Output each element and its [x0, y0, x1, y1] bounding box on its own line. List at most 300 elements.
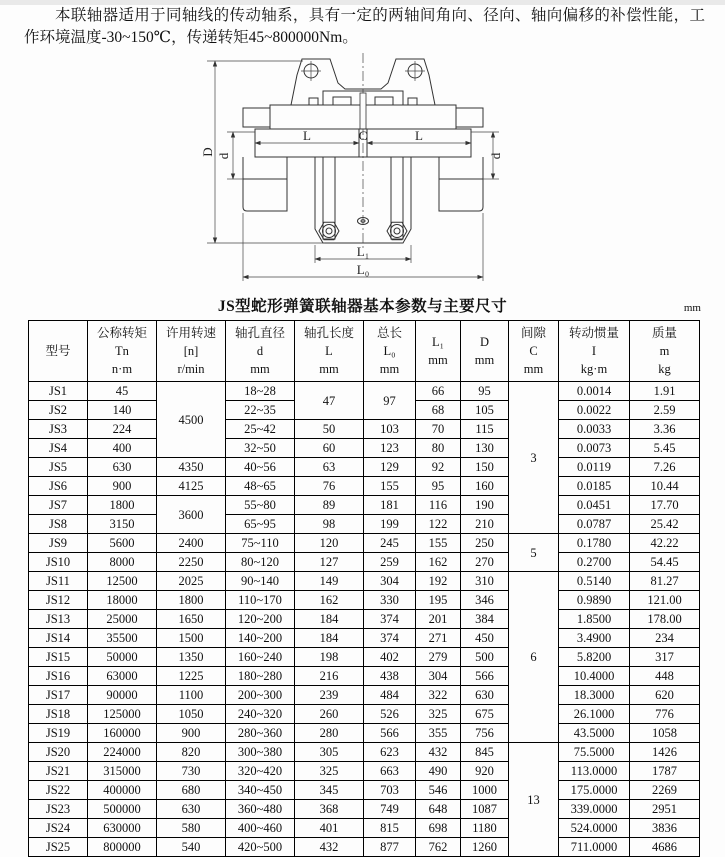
table-cell: 245	[364, 534, 416, 553]
table-cell: 26.1000	[559, 705, 630, 724]
table-cell: 4500	[157, 382, 226, 458]
table-cell: 623	[364, 743, 416, 762]
dim-label-C: C	[358, 127, 367, 143]
table-cell: 330	[364, 591, 416, 610]
table-cell: 97	[364, 382, 416, 420]
table-cell: 25.42	[630, 515, 700, 534]
table-cell: 10.44	[630, 477, 700, 496]
table-cell: 240~320	[226, 705, 295, 724]
table-cell: JS1	[29, 382, 88, 401]
table-cell: 123	[364, 439, 416, 458]
table-cell: 0.0073	[559, 439, 630, 458]
dim-label-L0: L₀	[356, 261, 369, 277]
table-cell: 5.8200	[559, 648, 630, 667]
table-cell: 620	[630, 686, 700, 705]
table-cell: 50	[295, 420, 364, 439]
table-cell: 22~35	[226, 401, 295, 420]
table-cell: 877	[364, 838, 416, 857]
table-row	[29, 762, 700, 781]
dim-label-L-left: L	[302, 127, 311, 143]
table-cell: 75~110	[226, 534, 295, 553]
table-cell: 1087	[461, 800, 509, 819]
table-cell: 13	[509, 743, 559, 857]
table-cell: 279	[416, 648, 461, 667]
table-cell: 540	[157, 838, 226, 857]
table-cell: JS15	[29, 648, 88, 667]
table-cell: 0.0014	[559, 382, 630, 401]
table-cell: 800000	[88, 838, 157, 857]
table-cell: 122	[416, 515, 461, 534]
table-cell: 325	[295, 762, 364, 781]
table-cell: 680	[157, 781, 226, 800]
table-cell: 432	[416, 743, 461, 762]
table-cell: 7.26	[630, 458, 700, 477]
table-cell: 25000	[88, 610, 157, 629]
table-row	[29, 781, 700, 800]
table-cell: 95	[461, 382, 509, 401]
flange-section-left	[270, 105, 363, 129]
coupling-drawing-svg	[199, 53, 523, 291]
table-cell: 322	[416, 686, 461, 705]
table-cell: 160000	[88, 724, 157, 743]
table-row	[29, 610, 700, 629]
table-title: JS型蛇形弹簧联轴器基本参数与主要尺寸	[217, 297, 508, 315]
table-cell: 675	[461, 705, 509, 724]
table-cell: 12500	[88, 572, 157, 591]
table-cell: 80~120	[226, 553, 295, 572]
table-cell: 162	[416, 553, 461, 572]
table-cell: 175.0000	[559, 781, 630, 800]
table-cell: 66	[416, 382, 461, 401]
table-cell: 317	[630, 648, 700, 667]
table-cell: 546	[416, 781, 461, 800]
table-cell: 500	[461, 648, 509, 667]
table-cell: 92	[416, 458, 461, 477]
table-cell: 346	[461, 591, 509, 610]
table-cell: 3	[509, 382, 559, 534]
table-cell: 54.45	[630, 553, 700, 572]
col-header-model: 型号	[29, 320, 88, 381]
table-cell: 76	[295, 477, 364, 496]
table-cell: 0.0787	[559, 515, 630, 534]
table-cell: 260	[295, 705, 364, 724]
table-cell: 270	[461, 553, 509, 572]
flange-stub-left	[243, 108, 270, 127]
table-cell: 749	[364, 800, 416, 819]
table-row	[29, 686, 700, 705]
table-cell: 0.0033	[559, 420, 630, 439]
table-cell: 0.0022	[559, 401, 630, 420]
table-cell: 776	[630, 705, 700, 724]
table-row	[29, 724, 700, 743]
table-cell: 250	[461, 534, 509, 553]
table-cell: 149	[295, 572, 364, 591]
set-screw-left	[309, 98, 318, 105]
table-cell: 0.0119	[559, 458, 630, 477]
table-cell: 120	[295, 534, 364, 553]
table-cell: 201	[416, 610, 461, 629]
dim-label-D: D	[199, 147, 215, 157]
table-cell: 325	[416, 705, 461, 724]
table-cell: 8000	[88, 553, 157, 572]
table-cell: 178.00	[630, 610, 700, 629]
table-cell: 50000	[88, 648, 157, 667]
table-cell: 711.0000	[559, 838, 630, 857]
table-cell: 90~140	[226, 572, 295, 591]
table-cell: 566	[461, 667, 509, 686]
table-cell: 1650	[157, 610, 226, 629]
table-cell: 1800	[157, 591, 226, 610]
table-title-row	[0, 294, 725, 316]
table-cell: 3.4900	[559, 629, 630, 648]
table-cell: 762	[416, 838, 461, 857]
table-cell: 2250	[157, 553, 226, 572]
table-row	[29, 515, 700, 534]
table-cell: 25~42	[226, 420, 295, 439]
table-cell: JS12	[29, 591, 88, 610]
table-cell: 400~460	[226, 819, 295, 838]
table-cell: 339.0000	[559, 800, 630, 819]
table-cell: 450	[461, 629, 509, 648]
table-cell: 48~65	[226, 477, 295, 496]
table-cell: 184	[295, 629, 364, 648]
table-cell: JS22	[29, 781, 88, 800]
table-cell: 110~170	[226, 591, 295, 610]
table-cell: 43.5000	[559, 724, 630, 743]
table-cell: JS17	[29, 686, 88, 705]
table-cell: JS4	[29, 439, 88, 458]
table-cell: 438	[364, 667, 416, 686]
table-cell: 304	[364, 572, 416, 591]
table-cell: 224	[88, 420, 157, 439]
col-header-bore-diameter: 轴孔直径 d mm	[226, 320, 295, 381]
table-cell: 224000	[88, 743, 157, 762]
table-cell: JS7	[29, 496, 88, 515]
table-cell: JS24	[29, 819, 88, 838]
table-cell: 271	[416, 629, 461, 648]
table-cell: 630	[88, 458, 157, 477]
table-cell: 340~450	[226, 781, 295, 800]
table-cell: 280	[295, 724, 364, 743]
table-cell: 1000	[461, 781, 509, 800]
table-cell: 0.1780	[559, 534, 630, 553]
table-cell: 500000	[88, 800, 157, 819]
table-cell: 304	[416, 667, 461, 686]
col-header-speed: 许用转速 [n] r/min	[157, 320, 226, 381]
table-cell: 105	[461, 401, 509, 420]
table-cell: 400000	[88, 781, 157, 800]
table-cell: 18000	[88, 591, 157, 610]
table-cell: 305	[295, 743, 364, 762]
table-cell: 630	[157, 800, 226, 819]
table-row	[29, 705, 700, 724]
table-cell: 5	[509, 534, 559, 572]
table-cell: 5.45	[630, 439, 700, 458]
table-cell: 45	[88, 382, 157, 401]
shaft-block-left	[243, 157, 287, 211]
table-cell: 65~95	[226, 515, 295, 534]
bolt-left	[319, 222, 339, 239]
table-cell: JS3	[29, 420, 88, 439]
table-cell: 0.9890	[559, 591, 630, 610]
table-cell: 181	[364, 496, 416, 515]
dim-label-L1: L₁	[356, 243, 369, 259]
table-cell: JS18	[29, 705, 88, 724]
table-cell: 81.27	[630, 572, 700, 591]
table-cell: 180~280	[226, 667, 295, 686]
table-cell: 920	[461, 762, 509, 781]
table-cell: 402	[364, 648, 416, 667]
table-cell: 5600	[88, 534, 157, 553]
table-cell: 374	[364, 610, 416, 629]
table-cell: JS23	[29, 800, 88, 819]
table-cell: 3150	[88, 515, 157, 534]
table-row	[29, 458, 700, 477]
table-cell: 1.8500	[559, 610, 630, 629]
table-cell: 0.0451	[559, 496, 630, 515]
table-cell: 120~200	[226, 610, 295, 629]
table-cell: 80	[416, 439, 461, 458]
table-cell: 524.0000	[559, 819, 630, 838]
table-cell: 192	[416, 572, 461, 591]
table-cell: 10.4000	[559, 667, 630, 686]
table-cell: 1100	[157, 686, 226, 705]
table-cell: 420~500	[226, 838, 295, 857]
table-cell: 150	[461, 458, 509, 477]
dim-label-L-right: L	[414, 127, 423, 143]
flange-section-right	[363, 105, 456, 129]
table-row	[29, 572, 700, 591]
col-header-bore-length: 轴孔长度 L mm	[295, 320, 364, 381]
table-cell: 1050	[157, 705, 226, 724]
table-cell: 3.36	[630, 420, 700, 439]
table-cell: 3600	[157, 496, 226, 534]
table-cell: 1225	[157, 667, 226, 686]
table-row	[29, 496, 700, 515]
set-screw-right	[408, 98, 417, 105]
table-cell: 32~50	[226, 439, 295, 458]
table-cell: 4350	[157, 458, 226, 477]
table-cell: 160	[461, 477, 509, 496]
table-row	[29, 420, 700, 439]
table-cell: 320~420	[226, 762, 295, 781]
table-header-row	[29, 320, 700, 381]
table-cell: 155	[364, 477, 416, 496]
table-cell: 566	[364, 724, 416, 743]
table-cell: 815	[364, 819, 416, 838]
table-cell: JS6	[29, 477, 88, 496]
bolt-right	[387, 222, 407, 239]
table-cell: 580	[157, 819, 226, 838]
table-cell: JS14	[29, 629, 88, 648]
intro-paragraph: 本联轴器适用于同轴线的传动轴系，具有一定的两轴间角向、径向、轴向偏移的补偿性能，工作环境温度-30~150℃，传递转矩45~800000Nm。	[24, 7, 705, 47]
table-row	[29, 667, 700, 686]
table-cell: 18~28	[226, 382, 295, 401]
table-cell: 140	[88, 401, 157, 420]
dim-label-d-left: d	[215, 152, 231, 160]
table-cell: JS10	[29, 553, 88, 572]
table-cell: 68	[416, 401, 461, 420]
table-cell: 6	[509, 572, 559, 743]
table-cell: 63000	[88, 667, 157, 686]
table-cell: 2269	[630, 781, 700, 800]
cover-inner-step-right	[375, 97, 393, 105]
table-cell: 845	[461, 743, 509, 762]
table-cell: 42.22	[630, 534, 700, 553]
table-row	[29, 648, 700, 667]
table-cell: 17.70	[630, 496, 700, 515]
table-cell: 280~360	[226, 724, 295, 743]
table-cell: 0.0185	[559, 477, 630, 496]
table-cell: 490	[416, 762, 461, 781]
table-cell: 384	[461, 610, 509, 629]
table-cell: 155	[416, 534, 461, 553]
col-header-mass: 质量 m kg	[630, 320, 700, 381]
table-cell: JS16	[29, 667, 88, 686]
table-cell: JS2	[29, 401, 88, 420]
table-row	[29, 800, 700, 819]
table-row	[29, 477, 700, 496]
table-cell: 70	[416, 420, 461, 439]
table-cell: 345	[295, 781, 364, 800]
table-cell: JS21	[29, 762, 88, 781]
table-cell: 200~300	[226, 686, 295, 705]
table-cell: 190	[461, 496, 509, 515]
table-row	[29, 819, 700, 838]
table-cell: 90000	[88, 686, 157, 705]
table-cell: 900	[157, 724, 226, 743]
table-cell: 95	[416, 477, 461, 496]
table-cell: 1260	[461, 838, 509, 857]
table-cell: 2.59	[630, 401, 700, 420]
table-cell: 0.5140	[559, 572, 630, 591]
table-cell: 1180	[461, 819, 509, 838]
table-cell: 198	[295, 648, 364, 667]
table-cell: 140~200	[226, 629, 295, 648]
table-cell: 35500	[88, 629, 157, 648]
table-cell: 55~80	[226, 496, 295, 515]
col-header-total-length: 总长 L₀ mm	[364, 320, 416, 381]
table-cell: 900	[88, 477, 157, 496]
table-cell: 40~56	[226, 458, 295, 477]
table-cell: 400	[88, 439, 157, 458]
col-header-L1: L₁ mm	[416, 320, 461, 381]
table-row	[29, 591, 700, 610]
table-cell: 300~380	[226, 743, 295, 762]
col-header-D: D mm	[461, 320, 509, 381]
col-header-clearance: 间隙 C mm	[509, 320, 559, 381]
table-row	[29, 553, 700, 572]
table-cell: 1426	[630, 743, 700, 762]
table-cell: 162	[295, 591, 364, 610]
table-cell: 448	[630, 667, 700, 686]
dim-label-d-right: d	[487, 152, 503, 160]
table-cell: 130	[461, 439, 509, 458]
table-cell: 195	[416, 591, 461, 610]
table-cell: 1350	[157, 648, 226, 667]
table-cell: 199	[364, 515, 416, 534]
table-cell: 160~240	[226, 648, 295, 667]
table-cell: 820	[157, 743, 226, 762]
table-cell: 184	[295, 610, 364, 629]
parameters-table	[28, 320, 700, 857]
table-cell: 630	[461, 686, 509, 705]
table-cell: 1800	[88, 496, 157, 515]
table-body	[29, 382, 700, 857]
table-cell: 355	[416, 724, 461, 743]
table-cell: 210	[461, 515, 509, 534]
table-cell: 3836	[630, 819, 700, 838]
col-header-inertia: 转动惯量 I kg·m	[559, 320, 630, 381]
coupling-figure	[0, 53, 725, 293]
table-cell: JS8	[29, 515, 88, 534]
table-cell: 2025	[157, 572, 226, 591]
table-row	[29, 629, 700, 648]
table-row	[29, 439, 700, 458]
table-cell: 216	[295, 667, 364, 686]
table-cell: 368	[295, 800, 364, 819]
table-cell: 127	[295, 553, 364, 572]
table-cell: 756	[461, 724, 509, 743]
table-cell: 703	[364, 781, 416, 800]
shaft-block-right	[439, 157, 483, 211]
table-cell: 484	[364, 686, 416, 705]
table-cell: JS25	[29, 838, 88, 857]
table-cell: 374	[364, 629, 416, 648]
table-cell: 75.5000	[559, 743, 630, 762]
table-cell: 630000	[88, 819, 157, 838]
cover-inner-step-left	[333, 97, 351, 105]
table-cell: 239	[295, 686, 364, 705]
table-cell: 2400	[157, 534, 226, 553]
table-cell: 18.3000	[559, 686, 630, 705]
table-cell: 89	[295, 496, 364, 515]
table-cell: 401	[295, 819, 364, 838]
table-cell: 60	[295, 439, 364, 458]
document-page	[0, 5, 725, 857]
lug-hole-left	[301, 61, 321, 81]
table-cell: 360~480	[226, 800, 295, 819]
table-row	[29, 838, 700, 857]
table-cell: JS11	[29, 572, 88, 591]
table-cell: 698	[416, 819, 461, 838]
lug-hole-right	[405, 61, 425, 81]
table-cell: 129	[364, 458, 416, 477]
table-cell: 0.2700	[559, 553, 630, 572]
table-unit-note: mm	[683, 301, 701, 314]
table-cell: 103	[364, 420, 416, 439]
flange-stub-right	[456, 108, 483, 127]
table-cell: 1787	[630, 762, 700, 781]
table-row	[29, 534, 700, 553]
table-row	[29, 382, 700, 401]
table-cell: 234	[630, 629, 700, 648]
table-cell: 125000	[88, 705, 157, 724]
table-cell: 1058	[630, 724, 700, 743]
table-cell: 1.91	[630, 382, 700, 401]
table-cell: 730	[157, 762, 226, 781]
table-cell: 116	[416, 496, 461, 515]
table-cell: 663	[364, 762, 416, 781]
table-cell: JS20	[29, 743, 88, 762]
table-cell: 115	[461, 420, 509, 439]
center-gap	[360, 93, 366, 129]
table-cell: 1500	[157, 629, 226, 648]
table-cell: JS5	[29, 458, 88, 477]
table-cell: 121.00	[630, 591, 700, 610]
table-cell: 63	[295, 458, 364, 477]
table-cell: 113.0000	[559, 762, 630, 781]
